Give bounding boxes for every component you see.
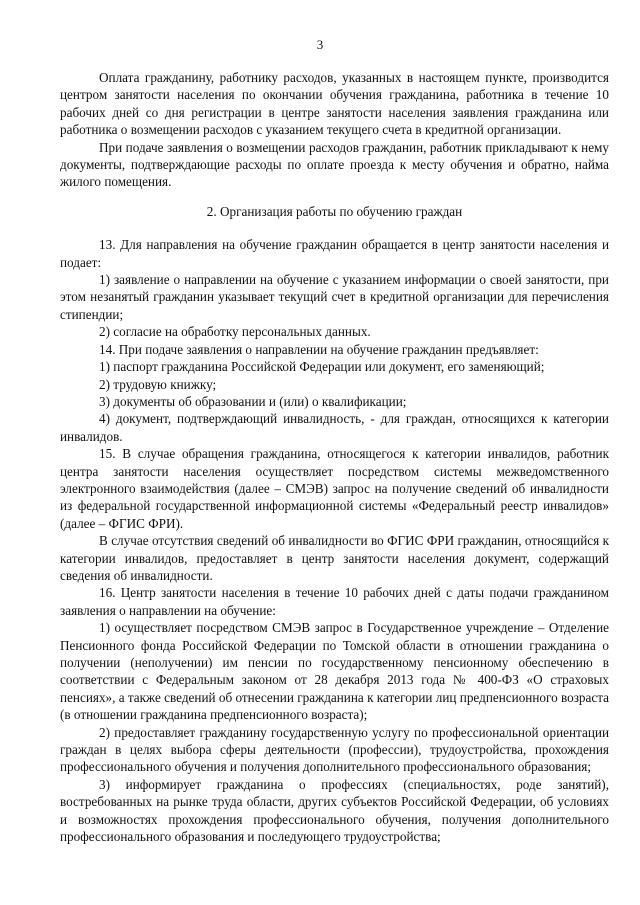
document-body bbox=[60, 69, 609, 845]
paragraph-item-16-3: 3) информирует гражданина о профессиях (специальностях, роде занятий), востребованных на рынке труда области, других субъектов Российской Федерации, об условиях и возможностях прохождения профессионального обучения, получения дополнительного профессионального образования и последующего трудоустройства; bbox=[60, 776, 609, 845]
section-heading: 2. Организация работы по обучению граждан bbox=[206, 203, 463, 219]
paragraph-item-14-3: 3) документы об образовании и (или) о квалификации; bbox=[99, 393, 407, 409]
paragraph-item-13-1: 1) заявление о направлении на обучение с указанием информации о своей занятости, при этом незанятый гражданин указывает текущий счет в кредитной организации для перечисления стипендии; bbox=[60, 272, 609, 322]
paragraph-item-15: 15. В случае обращения гражданина, относящегося к категории инвалидов, работник центра занятости населения осуществляет посредством системы межведомственного электронного взаимодействия (далее – СМЭВ) запрос на получение сведений об инвалидности из федеральной государственной информационной системы «Федеральный реестр инвалидов» (далее – ФГИС ФРИ). bbox=[60, 446, 609, 531]
paragraph-item-14-1: 1) паспорт гражданина Российской Федерации или документ, его заменяющий; bbox=[99, 359, 545, 375]
paragraph-reimbursement-documents: При подаче заявления о возмещении расходов гражданин, работник прикладывают к нему документы, подтверждающие расходы по оплате проезда к месту обучения и обратно, найма жилого помещения. bbox=[60, 139, 609, 190]
paragraph-item-14: 14. При подаче заявления о направлении на обучение гражданин предъявляет: bbox=[99, 341, 539, 357]
paragraph-payment-terms: Оплата гражданину, работнику расходов, указанных в настоящем пункте, производится центром занятости населения по окончании обучения гражданина, работника в течение 10 рабочих дней со дня регистрации в центре занятости населения заявления гражданина или работника о возмещении расходов с указанием текущего счета в кредитной организации. bbox=[60, 70, 609, 138]
paragraph-item-15-note: В случае отсутствия сведений об инвалидности во ФГИС ФРИ гражданин, относящийся к категории инвалидов, предоставляет в центр занятости населения документ, содержащий сведения об инвалидности. bbox=[60, 533, 609, 583]
paragraph-item-14-4: 4) документ, подтверждающий инвалидность, - для граждан, относящихся к категории инвалидов. bbox=[60, 411, 609, 444]
page-number: 3 bbox=[316, 37, 324, 52]
paragraph-item-16-1: 1) осуществляет посредством СМЭВ запрос в Государственное учреждение – Отделение Пенсионного фонда Российской Федерации по Томской области в отношении гражданина о получении (неполучении) им пенсии по государственному пенсионному обеспечению в соответствии с Федеральным законом от 28 декабря 2013 года № 400-ФЗ «О страховых пенсиях», а также сведений об отнесении гражданина к категории лиц предпенсионного возраста (в отношении гражданина предпенсионного возраста); bbox=[60, 620, 609, 723]
paragraph-item-16-2: 2) предоставляет гражданину государственную услугу по профессиональной ориентации граждан в целях выбора сферы деятельности (профессии), трудоустройства, прохождения профессионального обучения и получения дополнительного профессионального образования; bbox=[60, 724, 609, 775]
paragraph-item-13: 13. Для направления на обучение гражданин обращается в центр занятости населения и подает: bbox=[60, 237, 609, 270]
paragraph-item-13-2: 2) согласие на обработку персональных данных. bbox=[99, 324, 371, 340]
paragraph-item-16: 16. Центр занятости населения в течение 10 рабочих дней с даты подачи гражданином заявления о направлении на обучение: bbox=[60, 585, 609, 618]
paragraph-item-14-2: 2) трудовую книжку; bbox=[99, 376, 217, 392]
